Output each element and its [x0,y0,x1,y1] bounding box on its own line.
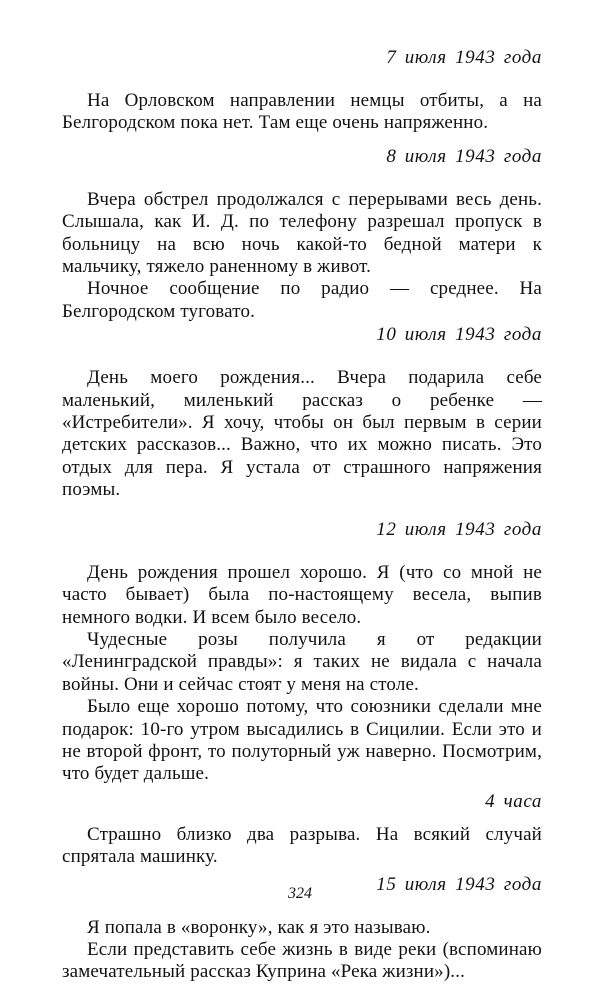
entry-paragraph: Если представить себе жизнь в виде реки (вспоминаю замечательный рассказ Куприна «Река жизни»)... [62,938,542,983]
entry-date: 7 июля 1943 года [386,47,542,68]
entry-paragraph: На Орловском направлении немцы отбиты, а на Белгородском пока нет. Там еще очень напряженно. [62,90,542,134]
diary-page [62,46,542,984]
page-number: 324 [288,885,312,902]
entry-time: 4 часа [485,790,542,812]
entry-date: 12 июля 1943 года [376,518,542,540]
entry-date: 15 июля 1943 года [376,873,542,895]
entry-paragraph: Страшно близко два разрыва. На всякий случай спрятала машинку. [62,823,542,868]
entry-paragraph: Вчера обстрел продолжался с перерывами весь день. Слышала, как И. Д. по телефону разрешал пропуск в больницу на всю ночь какой-то бедной матери к мальчику, тяжело раненному в живот. [62,188,542,278]
entry-date: 10 июля 1943 года [376,324,542,346]
entry-paragraph: Чудесные розы получила я от редакции «Ленинградской правды»: я таких не видала с начала войны. Они и сейчас стоят у меня на столе. [62,628,542,695]
entry-paragraph: День моего рождения... Вчера подарила себе маленький, миленький рассказ о ребенке — «Истребители». Я хочу, чтобы он был первым в серии детских рассказов... Важно, что их можно писать. Это отдых для пера. Я устала от страшного напряжения поэмы. [62,367,542,501]
entry-paragraph: Было еще хорошо потому, что союзники сделали мне подарок: 10-го утром высадились в Сицилии. Если это и не второй фронт, то полуторный уж наверно. Посмотрим, что будет дальше. [62,696,542,785]
entry-date: 8 июля 1943 года [386,145,542,167]
entry-paragraph: Ночное сообщение по радио — среднее. На Белгородском туговато. [62,278,542,322]
entry-paragraph: День рождения прошел хорошо. Я (что со мной не часто бывает) была по-настоящему весела, выпив немного водки. И всем было весело. [62,561,542,628]
entry-paragraph: Я попала в «воронку», как я это называю. [87,916,431,938]
